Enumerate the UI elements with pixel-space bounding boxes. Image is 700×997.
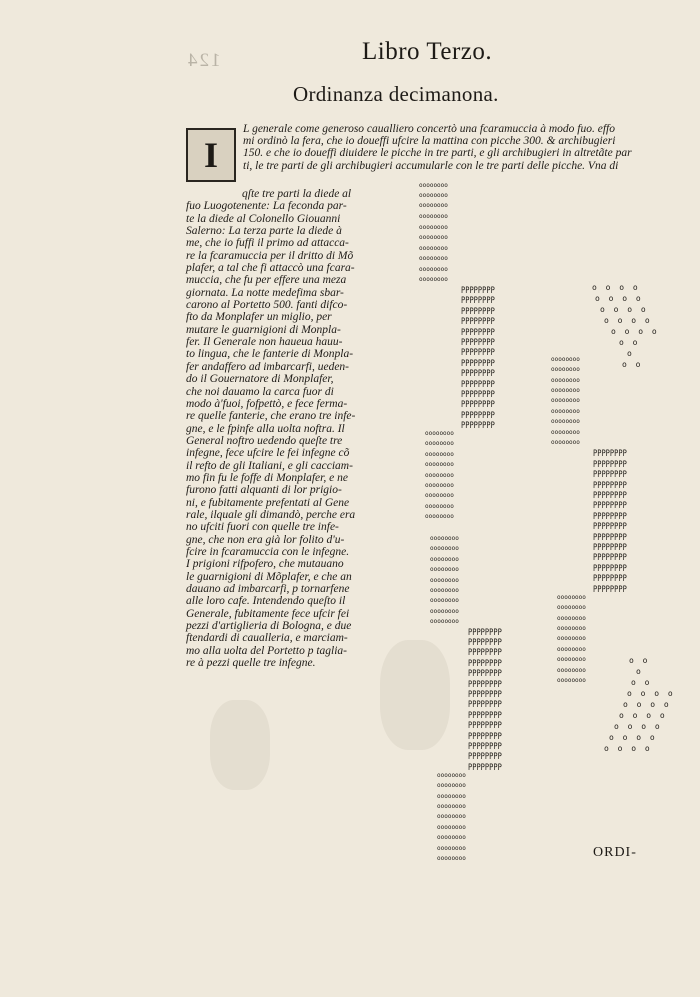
arquebusier-row: oooooooo: [437, 793, 466, 800]
pike-row: PPPPPPPP: [468, 763, 502, 773]
pike-row: PPPPPPPP: [593, 553, 627, 563]
arquebusier-row: oooooooo: [557, 635, 586, 642]
pike-row: PPPPPPPP: [593, 564, 627, 574]
cavalry-row: o o o o: [609, 733, 657, 742]
arquebusier-row: oooooooo: [551, 356, 580, 363]
arquebusier-row: oooooooo: [425, 472, 454, 479]
arquebusier-row: oooooooo: [430, 556, 459, 563]
arquebusier-row: oooooooo: [437, 824, 466, 831]
pike-row: PPPPPPPP: [593, 449, 627, 459]
pike-row: PPPPPPPP: [461, 421, 495, 431]
arquebusier-row: oooooooo: [437, 834, 466, 841]
arquebusier-row: oooooooo: [419, 276, 448, 283]
body-line: to lingua, che le fanterie di Monpla-: [186, 348, 354, 361]
lead-line: L generale come generoso caualliero concertò una fcaramuccia à modo fuo. effo: [243, 123, 615, 135]
body-line: modo à'fuoi, fofpettò, e fece ferma-: [186, 397, 348, 410]
body-line: fer. Il Generale non haueua hauu-: [186, 336, 343, 349]
pike-row: PPPPPPPP: [468, 732, 502, 742]
bleed-through-shadow: [210, 700, 270, 790]
cavalry-row: o o o o: [619, 711, 667, 720]
body-line: mutare le guarnigioni di Monpla-: [186, 323, 341, 336]
pike-row: PPPPPPPP: [468, 690, 502, 700]
arquebusier-row: oooooooo: [419, 266, 448, 273]
cavalry-row: o o: [631, 678, 652, 687]
body-line: mo alla uolta del Portetto p taglia-: [186, 644, 347, 657]
arquebusier-row: oooooooo: [437, 813, 466, 820]
body-line: fcire in fcaramuccia con le infegne.: [186, 545, 350, 558]
arquebusier-row: oooooooo: [425, 451, 454, 458]
cavalry-row: o o: [629, 656, 650, 665]
body-line: re la fcaramuccia per il dritto di Mõ: [186, 249, 354, 262]
arquebusier-row: oooooooo: [419, 192, 448, 199]
arquebusier-row: oooooooo: [437, 772, 466, 779]
arquebusier-row: oooooooo: [430, 597, 459, 604]
pike-row: PPPPPPPP: [593, 533, 627, 543]
pike-row: PPPPPPPP: [593, 522, 627, 532]
arquebusier-row: oooooooo: [557, 625, 586, 632]
cavalry-row: o o: [619, 338, 640, 347]
pike-row: PPPPPPPP: [593, 491, 627, 501]
cavalry-row: o o o o: [592, 283, 640, 292]
body-line: fer andaffero ad imbarcarfi, ueden-: [186, 360, 349, 373]
pike-row: PPPPPPPP: [461, 296, 495, 306]
pike-row: PPPPPPPP: [461, 317, 495, 327]
cavalry-row: o o: [622, 360, 643, 369]
arquebusier-row: oooooooo: [551, 429, 580, 436]
arquebusier-row: oooooooo: [557, 646, 586, 653]
cavalry-row: o o o o: [604, 316, 652, 325]
body-line: carono al Portetto 500. fanti difco-: [186, 299, 348, 312]
arquebusier-row: oooooooo: [557, 656, 586, 663]
body-line: ftendardi di caualleria, e marciam-: [186, 632, 348, 645]
arquebusier-row: oooooooo: [430, 618, 459, 625]
arquebusier-row: oooooooo: [425, 440, 454, 447]
arquebusier-row: oooooooo: [430, 608, 459, 615]
lead-paragraph: [243, 123, 653, 172]
pike-row: PPPPPPPP: [468, 752, 502, 762]
pike-row: PPPPPPPP: [468, 638, 502, 648]
cavalry-row: o o o o: [600, 305, 648, 314]
arquebusier-row: oooooooo: [425, 513, 454, 520]
arquebusier-row: oooooooo: [557, 667, 586, 674]
initial-letter: I: [203, 135, 218, 175]
arquebusier-row: oooooooo: [419, 245, 448, 252]
pike-row: PPPPPPPP: [593, 585, 627, 595]
catchword: ORDI-: [593, 845, 637, 860]
body-line: rale, ilquale gli dimandò, perche era: [186, 508, 356, 521]
body-line: plafer, a tal che fi attaccò una fcara-: [186, 262, 355, 275]
arquebusier-row: oooooooo: [551, 408, 580, 415]
pike-row: PPPPPPPP: [593, 501, 627, 511]
arquebusier-row: oooooooo: [551, 439, 580, 446]
arquebusier-row: oooooooo: [437, 803, 466, 810]
body-text-column: [186, 188, 386, 669]
body-line: alle loro cafe. Intendendo queſto il: [186, 595, 346, 608]
pike-row: PPPPPPPP: [461, 411, 495, 421]
pike-row: PPPPPPPP: [461, 380, 495, 390]
pike-row: PPPPPPPP: [461, 369, 495, 379]
lead-line: 150. e che io doueffi diuidere le picche in tre parti, e gli archibugieri in altretãte par: [243, 147, 632, 160]
body-line: I prigioni rifpofero, che mutauano: [186, 558, 344, 571]
body-line: furono fatti alquanti di lor prigio-: [186, 484, 342, 497]
pike-row: PPPPPPPP: [468, 742, 502, 752]
arquebusier-row: oooooooo: [551, 397, 580, 404]
arquebusier-row: oooooooo: [437, 845, 466, 852]
pike-row: PPPPPPPP: [468, 680, 502, 690]
arquebusier-row: oooooooo: [557, 594, 586, 601]
pike-row: PPPPPPPP: [461, 348, 495, 358]
arquebusier-row: oooooooo: [419, 213, 448, 220]
pike-row: PPPPPPPP: [461, 328, 495, 338]
pike-row: PPPPPPPP: [461, 390, 495, 400]
arquebusier-row: oooooooo: [557, 615, 586, 622]
pike-row: PPPPPPPP: [468, 648, 502, 658]
arquebusier-row: oooooooo: [557, 604, 586, 611]
body-line: te la diede al Colonello Giouanni: [186, 212, 341, 225]
body-line: giornata. La notte medefima sbar-: [186, 286, 344, 299]
arquebusier-row: oooooooo: [430, 545, 459, 552]
decorated-initial: [186, 128, 236, 182]
pike-row: PPPPPPPP: [468, 628, 502, 638]
arquebusier-row: oooooooo: [551, 387, 580, 394]
arquebusier-row: oooooooo: [425, 492, 454, 499]
pike-row: PPPPPPPP: [461, 286, 495, 296]
pike-row: PPPPPPPP: [461, 307, 495, 317]
arquebusier-row: oooooooo: [425, 503, 454, 510]
body-line: muccia, che fu per effere una meza: [186, 274, 347, 287]
arquebusier-row: oooooooo: [551, 377, 580, 384]
cavalry-row: o o o o: [614, 722, 662, 731]
pike-row: PPPPPPPP: [468, 669, 502, 679]
body-line: che noi dauamo la carca fuor di: [186, 385, 334, 398]
arquebusier-row: oooooooo: [437, 782, 466, 789]
body-line: ni, e fubitamente prefentati al Gene: [186, 496, 350, 509]
body-line: il refto de gli Italiani, e gli cacciam-: [186, 459, 353, 472]
arquebusier-row: oooooooo: [557, 677, 586, 684]
pike-row: PPPPPPPP: [461, 338, 495, 348]
pike-row: PPPPPPPP: [468, 700, 502, 710]
body-line: Generale, fubitamente fece ufcir fei: [186, 607, 350, 620]
pike-row: PPPPPPPP: [593, 512, 627, 522]
pike-row: PPPPPPPP: [461, 400, 495, 410]
cavalry-row: o o o o: [604, 744, 652, 753]
arquebusier-row: oooooooo: [430, 577, 459, 584]
body-line: fuo Luogotenente: La feconda par-: [186, 200, 347, 213]
arquebusier-row: oooooooo: [419, 202, 448, 209]
pike-row: PPPPPPPP: [593, 460, 627, 470]
body-line: me, che io fuffi il primo ad attacca-: [186, 237, 349, 250]
body-line: Salerno: La terza parte la diede à: [186, 225, 342, 238]
cavalry-row: o o o o: [623, 700, 671, 709]
pike-row: PPPPPPPP: [593, 481, 627, 491]
pike-row: PPPPPPPP: [461, 359, 495, 369]
body-line: mo fin fu le foffe di Monplafer, e ne: [186, 471, 348, 484]
arquebusier-row: oooooooo: [430, 535, 459, 542]
body-line: le guarnigioni di Mõplafer, e che an: [186, 570, 352, 583]
lead-line: mi ordinò la fera, che io doueffi ufcire la mattina con picche 300. & archibugieri: [243, 135, 616, 148]
body-line: do il Gouernatore di Monplafer,: [186, 373, 334, 386]
arquebusier-row: oooooooo: [551, 418, 580, 425]
arquebusier-row: oooooooo: [425, 430, 454, 437]
bleed-through-page-number: 124: [186, 50, 221, 71]
pike-row: PPPPPPPP: [468, 721, 502, 731]
pike-row: PPPPPPPP: [593, 574, 627, 584]
arquebusier-row: oooooooo: [437, 855, 466, 862]
running-head: Libro Terzo.: [362, 38, 493, 65]
cavalry-row: o: [627, 349, 634, 358]
arquebusier-row: oooooooo: [419, 182, 448, 189]
body-line: infegne, fece ufcire le fei infegne cõ: [186, 447, 350, 460]
body-line: General noftro uedendo queſte tre: [186, 434, 343, 447]
cavalry-row: o o o o: [627, 689, 675, 698]
cavalry-row: o o o o: [611, 327, 659, 336]
arquebusier-row: oooooooo: [430, 587, 459, 594]
arquebusier-row: oooooooo: [425, 482, 454, 489]
bleed-through-shadow: [380, 640, 450, 750]
body-line: gne, che non era già lor folito d'u-: [186, 533, 345, 546]
arquebusier-row: oooooooo: [551, 366, 580, 373]
body-line: qſte tre parti la diede al: [242, 188, 352, 200]
arquebusier-row: oooooooo: [419, 255, 448, 262]
body-line: no ufciti fuori con quelle tre infe-: [186, 521, 339, 534]
cavalry-row: o: [636, 667, 643, 676]
arquebusier-row: oooooooo: [430, 566, 459, 573]
body-line: dauano ad imbarcarfi, p tornarfene: [186, 583, 350, 595]
pike-row: PPPPPPPP: [468, 711, 502, 721]
body-line: pezzi d'artiglieria di Bologna, e due: [186, 620, 352, 633]
arquebusier-row: oooooooo: [425, 461, 454, 468]
body-line: re quelle fanterie, che erano tre infe-: [186, 410, 356, 423]
pike-row: PPPPPPPP: [468, 659, 502, 669]
lead-line: ti, le tre parti de gli archibugieri accumularle con le tre parti delle picche. Vna di: [243, 159, 619, 172]
arquebusier-row: oooooooo: [419, 224, 448, 231]
pike-row: PPPPPPPP: [593, 470, 627, 480]
pike-row: PPPPPPPP: [593, 543, 627, 553]
body-line: fto da Monplafer un miglio, per: [186, 311, 332, 324]
body-line: re à pezzi quelle tre infegne.: [186, 657, 316, 670]
chapter-title: Ordinanza decimanona.: [293, 82, 499, 106]
cavalry-row: o o o o: [595, 294, 643, 303]
body-line: gne, e le fpinfe alla uolta noftra. Il: [186, 422, 345, 435]
arquebusier-row: oooooooo: [419, 234, 448, 241]
